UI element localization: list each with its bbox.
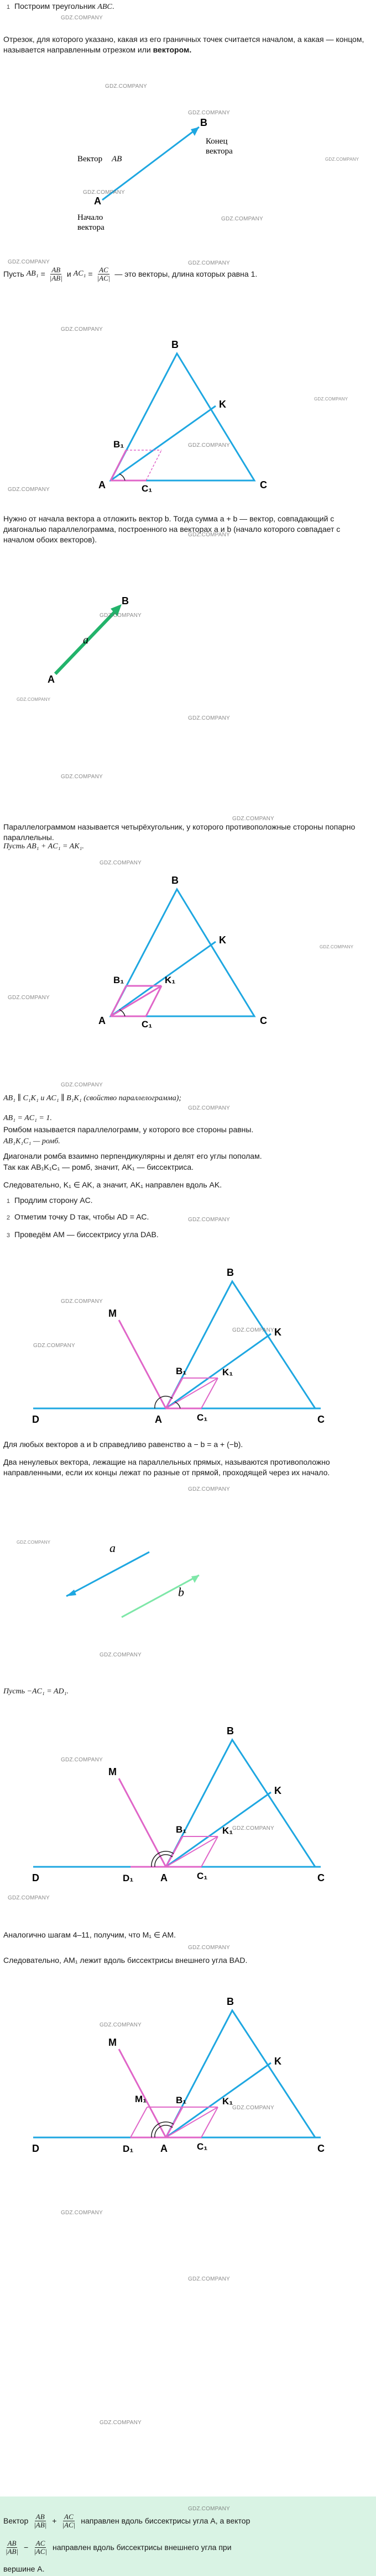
- point-label-B: B: [171, 875, 179, 886]
- point-label-A: A: [98, 1015, 106, 1026]
- watermark: GDZ.COMPANY: [17, 1540, 51, 1545]
- vector-label: Вектор: [77, 155, 103, 163]
- vector-label-b: b: [178, 1585, 184, 1599]
- point-label-B: B: [200, 117, 207, 128]
- watermark: GDZ.COMPANY: [188, 1217, 230, 1223]
- watermark: GDZ.COMPANY: [232, 1825, 274, 1831]
- fraction-2: $\frac{AC}{|AC|}$: [97, 266, 111, 283]
- watermark: GDZ.COMPANY: [8, 1895, 50, 1901]
- opposite-direction-definition: Два ненулевых вектора, лежащие на параллельных прямых, называются противоположно направленными, если их концы лежат по разные от прямой, проходящей через их начало.: [3, 1458, 330, 1477]
- watermark: GDZ.COMPANY: [61, 15, 103, 21]
- triangle-abc: [166, 1740, 315, 1867]
- fraction-1: $\frac{AB}{|AB|}$: [49, 266, 62, 283]
- watermark: GDZ.COMPANY: [188, 1945, 230, 1951]
- watermark: GDZ.COMPANY: [188, 2506, 230, 2512]
- point-label-M: M: [108, 1308, 117, 1319]
- point-label-B: B: [171, 339, 179, 350]
- point-label-C: C: [317, 1414, 325, 1425]
- watermark: GDZ.COMPANY: [61, 2210, 103, 2216]
- addition-rule: Нужно от начала вектора a отложить вектор b. Тогда сумма a + b — вектор, совпадающий с диагональю параллелограмма, построенного на векторах a и b (начало которого совпадает с началом обоих векторов).: [3, 514, 341, 544]
- watermark: GDZ.COMPANY: [61, 326, 103, 332]
- watermark: GDZ.COMPANY: [100, 1652, 142, 1658]
- point-label-A: A: [98, 479, 106, 490]
- parallelogram-definition: Параллелограммом называется четырёхугольник, у которого противоположные стороны попарно параллельны.: [3, 822, 356, 842]
- bisector-ak: [111, 942, 216, 1016]
- vector-label-a: a: [83, 634, 88, 646]
- step-3: 2 Отметим точку D так, чтобы AD = AC.: [6, 1212, 149, 1221]
- watermark: GDZ.COMPANY: [100, 2022, 142, 2028]
- point-label-D: D: [32, 1414, 39, 1425]
- since-rhombus: Так как AB₁K₁C₁ — ромб, значит, AK₁ — биссектриса.: [3, 1163, 194, 1171]
- vector-a-diagram: [0, 585, 376, 696]
- point-label-C1: C₁: [197, 2141, 208, 2152]
- triangle-diagram-4: [0, 1712, 376, 1889]
- step-2: 1 Продлим сторону AC.: [6, 1196, 93, 1205]
- point-label-D1: D₁: [123, 2144, 134, 2154]
- point-label-M1: M₁: [135, 2094, 147, 2104]
- watermark: GDZ.COMPANY: [188, 260, 230, 266]
- fraction-ab: $\frac{AB}{|AB|}$: [6, 2539, 19, 2556]
- watermark: GDZ.COMPANY: [188, 110, 230, 116]
- point-label-K1: K₁: [222, 2096, 233, 2107]
- diagonals-property: Диагонали ромба взаимно перпендикулярны и делят его углы пополам.: [3, 1152, 262, 1160]
- triangle-abc: [111, 353, 254, 481]
- watermark: GDZ.COMPANY: [232, 1327, 274, 1333]
- point-label-B: B: [227, 1267, 234, 1278]
- triangle-abc: [111, 889, 254, 1016]
- point-label-B1: B₁: [113, 975, 124, 985]
- step-4: 3 Проведём AM — биссектрису угла DAB.: [6, 1230, 159, 1239]
- watermark: GDZ.COMPANY: [33, 1343, 75, 1349]
- bisector-am: [119, 1320, 166, 1408]
- final-answer-line-2: $\frac{AB}{|AB|}$ − $\frac{AC}{|AC|}$ направлен вдоль биссектрисы внешнего угла при: [6, 2539, 232, 2556]
- point-label-C1: C₁: [142, 483, 153, 494]
- vector-diagram: [0, 99, 376, 243]
- watermark: GDZ.COMPANY: [188, 1105, 230, 1111]
- watermark: GDZ.COMPANY: [325, 157, 359, 162]
- fraction-ab: $\frac{AB}{|AB|}$: [34, 2512, 47, 2530]
- point-label-K: K: [219, 399, 226, 410]
- rhombus-definition: Ромбом называется параллелограмм, у которого все стороны равны.: [3, 1125, 254, 1134]
- point-label-C: C: [260, 479, 267, 490]
- watermark: GDZ.COMPANY: [8, 487, 50, 493]
- point-label-B1: B₁: [176, 1366, 187, 1376]
- vectors-a-b-diagram: [0, 1513, 376, 1613]
- point-label-B: B: [227, 1725, 234, 1736]
- vector-a-line: [66, 1552, 149, 1596]
- opposite-vector-definition: Пусть −AC₁ = AD₁.: [3, 1687, 69, 1696]
- watermark: GDZ.COMPANY: [61, 774, 103, 780]
- point-label-K: K: [274, 2056, 281, 2067]
- point-label-C: C: [317, 2143, 325, 2154]
- point-label-B1: B₁: [176, 2095, 187, 2105]
- point-label-D: D: [32, 1872, 39, 1883]
- vector-label-a: a: [109, 1541, 116, 1555]
- start-label-line1: Начало: [77, 213, 103, 222]
- point-label-D1: D₁: [123, 1873, 134, 1883]
- watermark: GDZ.COMPANY: [188, 715, 230, 721]
- conclusion-2: Следовательно, AM₁ лежит вдоль биссектрисы внешнего угла BAD.: [3, 1956, 248, 1965]
- equal-lengths: AB₁ = AC₁ = 1.: [3, 1114, 52, 1122]
- point-label-D: D: [32, 2143, 39, 2154]
- point-label-C: C: [260, 1015, 267, 1026]
- watermark: GDZ.COMPANY: [100, 613, 142, 619]
- watermark: GDZ.COMPANY: [100, 2420, 142, 2426]
- point-label-B: B: [227, 1996, 234, 2007]
- final-answer-line-3: вершине A.: [3, 2564, 45, 2573]
- vector-b-line: [122, 1575, 199, 1617]
- watermark: GDZ.COMPANY: [17, 697, 51, 702]
- end-label-line2: вектора: [206, 147, 233, 156]
- unit-vectors-definition: Пусть AB₁ = $\frac{AB}{|AB|}$ и AC₁ = $\frac{AC}{|AC|}$ — это векторы, длина которых равна 1.: [3, 266, 258, 283]
- conclusion-1: Следовательно, K₁ ∈ AK, а значит, AK₁ направлен вдоль AK.: [3, 1180, 222, 1189]
- watermark: GDZ.COMPANY: [314, 397, 348, 402]
- fraction-ac: $\frac{AC}{|AC|}$: [62, 2512, 76, 2530]
- watermark: GDZ.COMPANY: [61, 1082, 103, 1088]
- rhombus-side: [130, 2107, 147, 2137]
- watermark: GDZ.COMPANY: [105, 83, 147, 89]
- point-label-K: K: [274, 1327, 281, 1338]
- step-1: 1 Построим треугольник ABC.: [3, 1, 363, 13]
- point-label-B: B: [122, 595, 129, 606]
- analogous-steps: Аналогично шагам 4–11, получим, что M₁ ∈ AM.: [3, 1930, 176, 1939]
- point-label-K: K: [219, 935, 226, 946]
- triangle-abc: [166, 2010, 315, 2137]
- point-label-C1: C₁: [142, 1019, 153, 1030]
- difference-rule: Для любых векторов a и b справедливо равенство a − b = a + (−b).: [3, 1440, 243, 1449]
- watermark: GDZ.COMPANY: [61, 1298, 103, 1305]
- start-label-line2: вектора: [77, 223, 105, 232]
- vector-label-math: AB: [112, 155, 122, 163]
- point-label-A: A: [160, 1872, 168, 1883]
- watermark: GDZ.COMPANY: [232, 2105, 274, 2111]
- watermark: GDZ.COMPANY: [188, 442, 230, 448]
- parallelogram-props: AB₁ ∥ C₁K₁ и AC₁ ∥ B₁K₁ (свойство параллелограмма);: [3, 1094, 182, 1102]
- step-number: 1: [6, 4, 10, 10]
- watermark: GDZ.COMPANY: [188, 2276, 230, 2282]
- watermark: GDZ.COMPANY: [83, 189, 125, 196]
- step-math: ABC: [97, 3, 112, 11]
- point-label-A: A: [94, 196, 101, 207]
- triangle-diagram-1: [0, 331, 376, 497]
- point-label-A: A: [160, 2143, 168, 2154]
- point-label-B1: B₁: [176, 1824, 187, 1835]
- angle-arc: [119, 474, 125, 481]
- point-label-K1: K₁: [222, 1367, 233, 1377]
- fraction-ac: $\frac{AC}{|AC|}$: [34, 2539, 47, 2556]
- final-answer-line-1: Вектор $\frac{AB}{|AB|}$ + $\frac{AC}{|AC|}$ направлен вдоль биссектрисы угла A, а вектор: [3, 2512, 250, 2530]
- point-label-C: C: [317, 1872, 325, 1883]
- watermark: GDZ.COMPANY: [232, 816, 274, 822]
- point-label-K1: K₁: [222, 1825, 233, 1836]
- triangle-abc: [166, 1281, 315, 1408]
- point-label-C1: C₁: [197, 1871, 208, 1881]
- point-label-M: M: [108, 1766, 117, 1777]
- watermark: GDZ.COMPANY: [320, 944, 354, 949]
- sum-definition: Пусть AB₁ + AC₁ = AK₁.: [3, 842, 84, 851]
- watermark: GDZ.COMPANY: [188, 1486, 230, 1492]
- rhombus-statement: AB₁K₁C₁ — ромб.: [3, 1137, 60, 1146]
- watermark: GDZ.COMPANY: [221, 216, 263, 222]
- step-text: Построим треугольник: [14, 2, 98, 10]
- watermark: GDZ.COMPANY: [8, 995, 50, 1001]
- point-label-A: A: [48, 674, 55, 685]
- point-label-K1: K₁: [165, 975, 176, 985]
- point-label-A: A: [155, 1414, 162, 1425]
- triangle-diagram-5: [0, 1977, 376, 2160]
- vector-definition: Отрезок, для которого указано, какая из его граничных точек считается началом, а какая — концом, называется направленным отрезком или вектором.: [3, 35, 364, 54]
- watermark: GDZ.COMPANY: [100, 860, 142, 866]
- end-label-line1: Конец: [206, 137, 228, 146]
- point-label-M: M: [108, 2037, 117, 2048]
- point-label-K: K: [274, 1785, 281, 1796]
- watermark: GDZ.COMPANY: [188, 532, 230, 538]
- watermark: GDZ.COMPANY: [61, 1757, 103, 1763]
- point-label-C1: C₁: [197, 1412, 208, 1423]
- arrow-head: [66, 1590, 76, 1596]
- point-label-B1: B₁: [113, 439, 124, 450]
- watermark: GDZ.COMPANY: [8, 259, 50, 265]
